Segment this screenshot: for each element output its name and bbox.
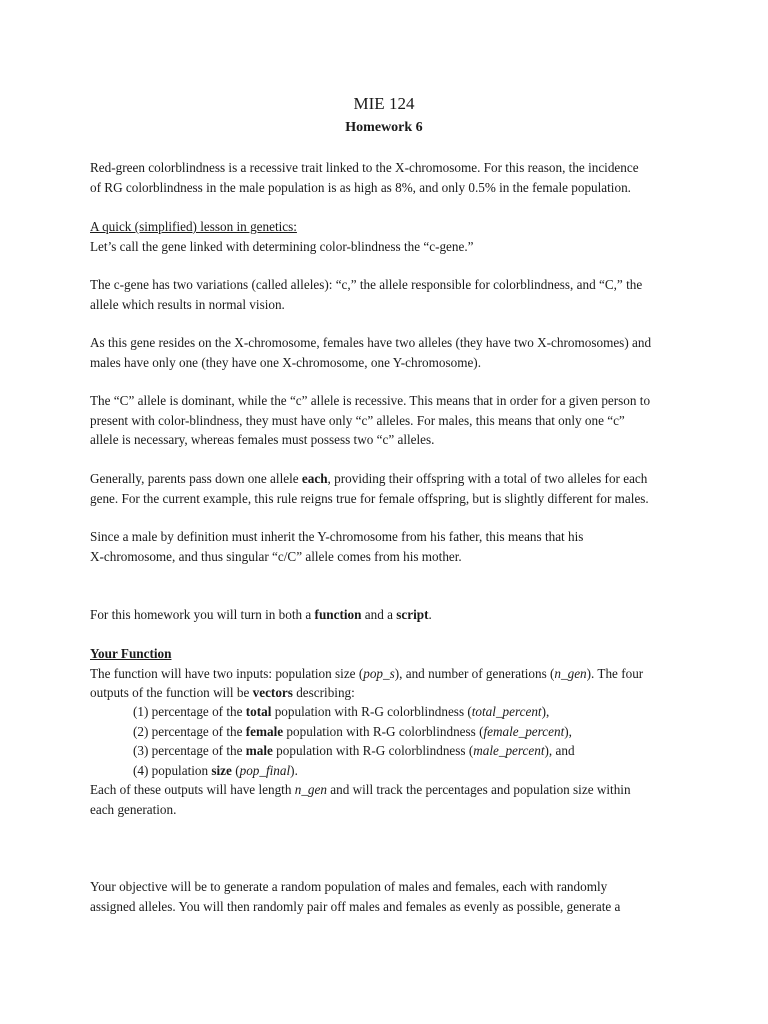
each-output-line-2: each generation. (90, 801, 177, 817)
parents-paragraph (90, 469, 690, 508)
each-output-c: and will track the percentages and population size within (326, 782, 631, 797)
male-paragraph (90, 527, 690, 566)
lesson-paragraph (90, 217, 690, 256)
intro-paragraph (90, 158, 690, 197)
turnin-paragraph (90, 605, 690, 625)
objective-line-2: assigned alleles. You will then randomly pair off males and females as evenly as possible, generate a (90, 898, 621, 914)
dominant-line-3: allele is necessary, whereas females must possess two “c” alleles. (90, 432, 435, 447)
dominant-line-2: present with color-blindness, they must have only “c” alleles. For males, this means that only one “c” (90, 412, 625, 428)
dominant-line-1: The “C” allele is dominant, while the “c” allele is recessive. This means that in order for a given person to (90, 393, 651, 408)
alleles-line-1: The c-gene has two variations (called alleles): “c,” the allele responsible for colorblindness, and “C,” the (90, 277, 643, 292)
intro-line-2: of RG colorblindness in the male population is as high as 8%, and only 0.5% in the female population. (90, 179, 631, 195)
turnin-text-a: For this homework you will turn in both a (90, 607, 315, 622)
lesson-heading: A quick (simplified) lesson in genetics: (90, 219, 297, 234)
function-desc-vectors: vectors (252, 685, 293, 700)
function-desc-a: The function will have two inputs: population size ( (90, 665, 364, 681)
outputs-list (133, 702, 693, 780)
output-item: (3) percentage of the male population with R-G colorblindness (male_percent), and (133, 743, 575, 758)
output-item: (1) percentage of the total population with R-G colorblindness (total_percent), (133, 704, 550, 719)
output-item: (2) percentage of the female population with R-G colorblindness (female_percent), (133, 723, 572, 739)
parents-bold-each: each (301, 471, 328, 486)
page-title: MIE 124 (353, 94, 415, 113)
turnin-text-c: and a (361, 607, 397, 622)
function-section (90, 644, 690, 703)
function-desc-c: ), and number of generations ( (394, 665, 555, 681)
function-desc-line2-a: outputs of the function will be (90, 685, 253, 700)
function-desc-e: ). The four (586, 665, 644, 681)
output-item: (4) population size (pop_final). (133, 762, 298, 778)
each-output-a: Each of these outputs will have length (90, 782, 295, 797)
function-desc-pop-s: pop_s (363, 665, 395, 681)
turnin-bold-function: function (314, 607, 362, 622)
function-desc-line2-c: describing: (292, 685, 355, 700)
turnin-text-e: . (428, 607, 432, 622)
objective-line-1: Your objective will be to generate a random population of males and females, each with randomly (90, 879, 608, 894)
turnin-bold-script: script (396, 607, 429, 622)
male-line-1: Since a male by definition must inherit the Y-chromosome from his father, this means that his (90, 529, 584, 544)
parents-text: Generally, parents pass down one allele (90, 471, 302, 486)
parents-line-2: gene. For the current example, this rule reigns true for female offspring, but is slightly different for males. (90, 490, 649, 506)
parents-text-rest: , providing their offspring with a total of two alleles for each (327, 471, 648, 486)
function-heading: Your Function (90, 646, 172, 661)
each-output-paragraph (90, 780, 690, 819)
dominant-paragraph (90, 391, 690, 450)
lesson-line: Let’s call the gene linked with determining color-blindness the “c-gene.” (90, 238, 474, 254)
xchrom-line-1: As this gene resides on the X-chromosome, females have two alleles (they have two X-chromosomes) and (90, 335, 652, 350)
function-desc-n-gen: n_gen (554, 665, 587, 681)
male-line-2: X-chromosome, and thus singular “c/C” allele comes from his mother. (90, 548, 462, 564)
xchrom-line-2: males have only one (they have one X-chromosome, one Y-chromosome). (90, 354, 481, 370)
xchromosome-paragraph (90, 333, 690, 372)
alleles-paragraph (90, 275, 690, 314)
objective-paragraph (90, 877, 690, 916)
page-subtitle: Homework 6 (345, 120, 423, 135)
alleles-line-2: allele which results in normal vision. (90, 296, 285, 312)
each-output-n-gen: n_gen (294, 782, 327, 797)
intro-line-1: Red-green colorblindness is a recessive trait linked to the X-chromosome. For this reason, the incidence (90, 160, 639, 175)
